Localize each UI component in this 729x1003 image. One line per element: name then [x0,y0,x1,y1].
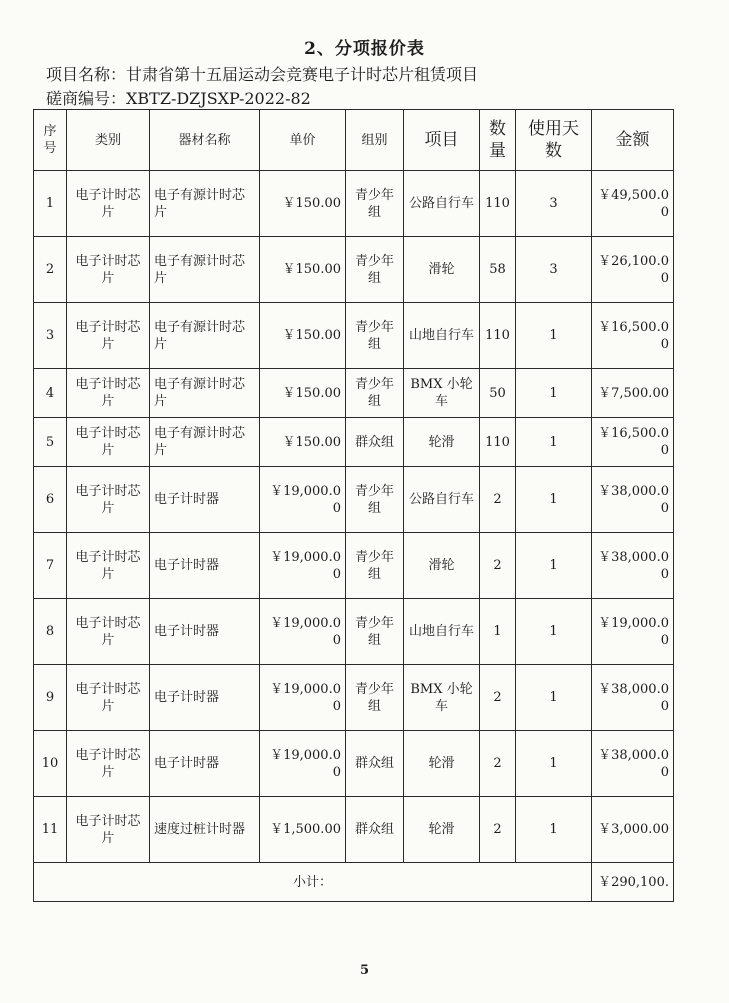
cell-equipment: 电子计时器 [150,467,260,533]
header-days: 使用天数 [516,110,592,171]
cell-equipment: 电子计时器 [150,533,260,599]
cell-group: 青少年组 [346,237,404,303]
cell-event: 轮滑 [404,797,480,863]
table-row [34,599,674,665]
table-row [34,369,674,418]
cell-category: 电子计时芯片 [67,171,150,237]
cell-category: 电子计时芯片 [67,418,150,467]
header-event: 项目 [404,110,480,171]
cell-qty: 110 [480,303,516,369]
cell-amount: ￥3,000.00 [592,797,674,863]
cell-category: 电子计时芯片 [67,237,150,303]
cell-days: 1 [516,533,592,599]
cell-days: 1 [516,797,592,863]
project-name-line: 项目名称：甘肃省第十五届运动会竞赛电子计时芯片租赁项目 [46,65,479,84]
table-row [34,467,674,533]
cell-event: 轮滑 [404,418,480,467]
cell-group: 青少年组 [346,599,404,665]
cell-price: ￥150.00 [260,237,346,303]
table-row [34,731,674,797]
cell-num: 4 [34,369,67,418]
cell-equipment: 电子有源计时芯片 [150,171,260,237]
subtotal-row [34,863,674,902]
cell-amount: ￥16,500.00 [592,303,674,369]
cell-event: 山地自行车 [404,599,480,665]
cell-amount: ￥7,500.00 [592,369,674,418]
subtotal-label: 小计： [34,863,592,902]
page-number: 5 [359,963,370,978]
cell-amount: ￥49,500.00 [592,171,674,237]
cell-category: 电子计时芯片 [67,797,150,863]
cell-group: 群众组 [346,731,404,797]
cell-days: 1 [516,467,592,533]
cell-num: 10 [34,731,67,797]
cell-days: 1 [516,418,592,467]
cell-num: 9 [34,665,67,731]
table-row [34,418,674,467]
cell-price: ￥19,000.00 [260,599,346,665]
table-row [34,665,674,731]
cell-num: 3 [34,303,67,369]
cell-amount: ￥38,000.00 [592,665,674,731]
cell-days: 1 [516,599,592,665]
cell-price: ￥150.00 [260,418,346,467]
cell-price: ￥150.00 [260,303,346,369]
cell-amount: ￥38,000.00 [592,467,674,533]
header-group: 组别 [346,110,404,171]
cell-num: 5 [34,418,67,467]
cell-num: 1 [34,171,67,237]
cell-qty: 58 [480,237,516,303]
cell-num: 6 [34,467,67,533]
cell-qty: 2 [480,533,516,599]
cell-event: BMX 小轮车 [404,369,480,418]
cell-days: 1 [516,731,592,797]
cell-price: ￥19,000.00 [260,731,346,797]
cell-category: 电子计时芯片 [67,731,150,797]
cell-qty: 110 [480,171,516,237]
cell-group: 群众组 [346,418,404,467]
header-category: 类别 [67,110,150,171]
cell-equipment: 电子计时器 [150,665,260,731]
cell-category: 电子计时芯片 [67,369,150,418]
cell-price: ￥19,000.00 [260,533,346,599]
cell-category: 电子计时芯片 [67,303,150,369]
cell-amount: ￥38,000.00 [592,533,674,599]
header-num: 序号 [34,110,67,171]
header-qty: 数量 [480,110,516,171]
cell-group: 青少年组 [346,171,404,237]
table-row [34,237,674,303]
cell-group: 青少年组 [346,369,404,418]
cell-equipment: 电子有源计时芯片 [150,369,260,418]
cell-qty: 1 [480,599,516,665]
cell-category: 电子计时芯片 [67,665,150,731]
cell-qty: 50 [480,369,516,418]
cell-event: BMX 小轮车 [404,665,480,731]
cell-amount: ￥26,100.00 [592,237,674,303]
cell-qty: 2 [480,467,516,533]
cell-equipment: 电子有源计时芯片 [150,303,260,369]
cell-num: 2 [34,237,67,303]
cell-price: ￥19,000.00 [260,467,346,533]
cell-group: 青少年组 [346,533,404,599]
cell-event: 滑轮 [404,533,480,599]
cell-event: 山地自行车 [404,303,480,369]
cell-amount: ￥19,000.00 [592,599,674,665]
table-header-row [34,110,674,171]
cell-days: 1 [516,303,592,369]
consultation-code-line: 磋商编号：XBTZ-DZJSXP-2022-82 [46,89,311,108]
cell-qty: 2 [480,797,516,863]
cell-equipment: 电子有源计时芯片 [150,237,260,303]
header-equipment: 器材名称 [150,110,260,171]
cell-category: 电子计时芯片 [67,533,150,599]
cell-event: 公路自行车 [404,171,480,237]
quote-table [33,109,674,902]
cell-group: 群众组 [346,797,404,863]
cell-days: 1 [516,369,592,418]
cell-price: ￥1,500.00 [260,797,346,863]
cell-price: ￥150.00 [260,171,346,237]
cell-event: 轮滑 [404,731,480,797]
cell-event: 公路自行车 [404,467,480,533]
table-row [34,303,674,369]
cell-category: 电子计时芯片 [67,599,150,665]
cell-days: 1 [516,665,592,731]
header-price: 单价 [260,110,346,171]
cell-num: 7 [34,533,67,599]
cell-num: 11 [34,797,67,863]
cell-num: 8 [34,599,67,665]
cell-qty: 2 [480,731,516,797]
cell-price: ￥19,000.00 [260,665,346,731]
subtotal-amount: ￥290,100. [592,863,674,902]
table-row [34,533,674,599]
cell-group: 青少年组 [346,665,404,731]
cell-price: ￥150.00 [260,369,346,418]
cell-equipment: 电子计时器 [150,599,260,665]
cell-category: 电子计时芯片 [67,467,150,533]
cell-group: 青少年组 [346,303,404,369]
cell-group: 青少年组 [346,467,404,533]
cell-equipment: 电子计时器 [150,731,260,797]
table-row [34,797,674,863]
header-amount: 金额 [592,110,674,171]
cell-qty: 2 [480,665,516,731]
cell-amount: ￥16,500.00 [592,418,674,467]
cell-equipment: 电子有源计时芯片 [150,418,260,467]
cell-qty: 110 [480,418,516,467]
table-row [34,171,674,237]
cell-equipment: 速度过桩计时器 [150,797,260,863]
cell-days: 3 [516,171,592,237]
cell-amount: ￥38,000.00 [592,731,674,797]
cell-event: 滑轮 [404,237,480,303]
cell-days: 3 [516,237,592,303]
page-title: 2、分项报价表 [304,39,425,59]
